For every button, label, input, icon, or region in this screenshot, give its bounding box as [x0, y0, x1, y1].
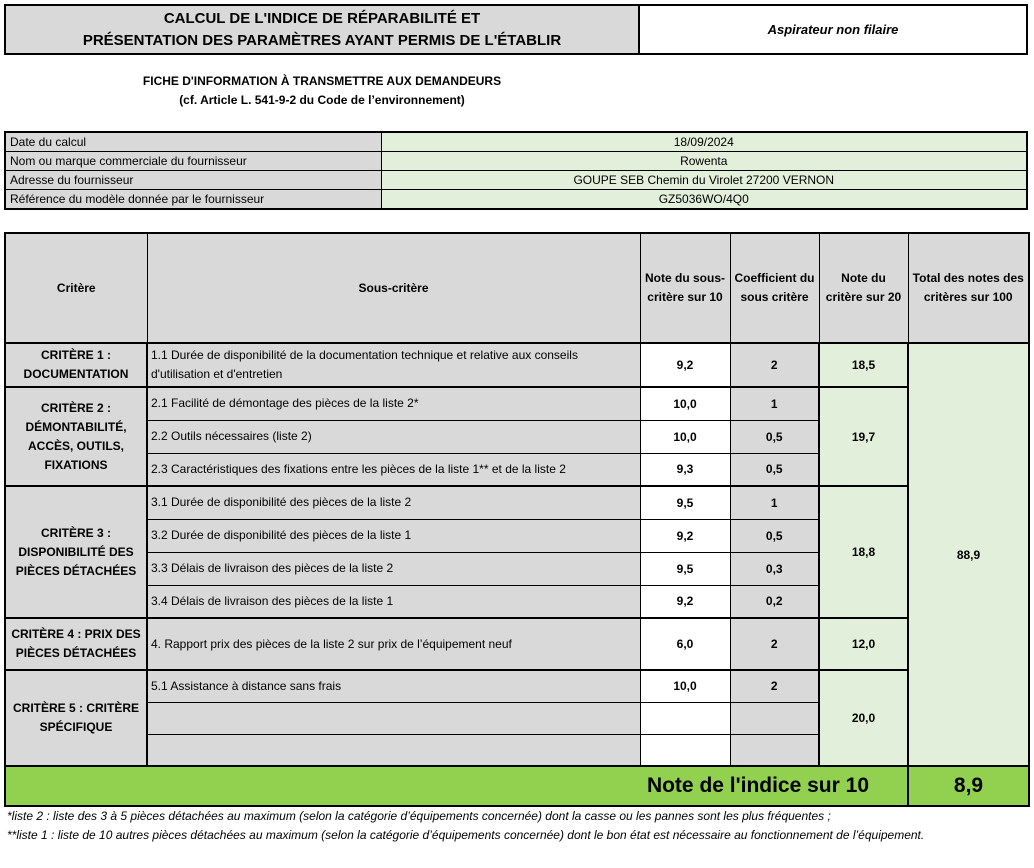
- table-row: [5, 343, 1029, 387]
- criterion-2-name: CRITÈRE 2 : DÉMONTABILITÉ, ACCÈS, OUTILS, FIXATIONS: [5, 387, 147, 486]
- table-header-row: [5, 233, 1029, 343]
- header-coefficient: Coefficient du sous critère: [730, 233, 819, 343]
- subcriterion-note: 10,0: [640, 387, 730, 420]
- subcriterion-label: 3.2 Durée de disponibilité des pièces de la liste 1: [147, 519, 640, 552]
- info-label: Date du calcul: [5, 132, 381, 152]
- criterion-1-name: CRITÈRE 1 : DOCUMENTATION: [5, 343, 147, 387]
- subcriterion-coef: 1: [730, 486, 819, 519]
- table-row: [5, 486, 1029, 519]
- subcriterion-note: 10,0: [640, 670, 730, 702]
- total-score-100: 88,9: [908, 343, 1029, 766]
- table-row: [5, 618, 1029, 670]
- criterion-5-name: CRITÈRE 5 : CRITÈRE SPÉCIFIQUE: [5, 670, 147, 766]
- info-label: Nom ou marque commerciale du fournisseur: [5, 152, 381, 171]
- info-row: [5, 171, 1027, 190]
- criterion-2-score: 19,7: [819, 387, 908, 486]
- info-value: GZ5036WO/4Q0: [381, 190, 1027, 210]
- info-value: 18/09/2024: [381, 132, 1027, 152]
- subcriterion-label: 2.1 Facilité de démontage des pièces de la liste 2*: [147, 387, 640, 420]
- info-label: Référence du modèle donnée par le fournisseur: [5, 190, 381, 210]
- subcriterion-note: 9,5: [640, 486, 730, 519]
- subcriterion-label: 3.3 Délais de livraison des pièces de la liste 2: [147, 552, 640, 585]
- fiche-line-2: (cf. Article L. 541-9-2 du Code de l’environnement): [179, 93, 465, 107]
- footnote-liste-1: **liste 1 : liste de 10 autres pièces détachées au maximum (selon la catégorie d’équipements concernée) dont le bon état est nécessaire au fonctionnement de l’équipement.: [7, 828, 925, 842]
- subcriterion-coef: 0,3: [730, 552, 819, 585]
- subcriterion-note: [640, 702, 730, 734]
- header-critere: Critère: [5, 233, 147, 343]
- supplier-info-table: [4, 131, 1028, 210]
- subcriterion-coef: 0,2: [730, 585, 819, 618]
- subcriterion-label: 1.1 Durée de disponibilité de la documentation technique et relative aux conseils d'utilisation et d'entretien: [147, 343, 640, 387]
- subcriterion-label: 3.4 Délais de livraison des pièces de la liste 1: [147, 585, 640, 618]
- info-label: Adresse du fournisseur: [5, 171, 381, 190]
- info-row: [5, 190, 1027, 210]
- subcriterion-label: 2.2 Outils nécessaires (liste 2): [147, 420, 640, 453]
- fiche-heading: [4, 72, 640, 110]
- info-row: [5, 152, 1027, 171]
- subcriterion-coef: 1: [730, 387, 819, 420]
- subcriterion-coef: 2: [730, 670, 819, 702]
- criterion-4-name: CRITÈRE 4 : PRIX DES PIÈCES DÉTACHÉES: [5, 618, 147, 670]
- subcriterion-label: 4. Rapport prix des pièces de la liste 2 sur prix de l’équipement neuf: [147, 618, 640, 670]
- subcriterion-note: 9,2: [640, 585, 730, 618]
- criterion-3-name: CRITÈRE 3 : DISPONIBILITÉ DES PIÈCES DÉTACHÉES: [5, 486, 147, 618]
- header-sous-critere: Sous-critère: [147, 233, 640, 343]
- repairability-table: [4, 232, 1030, 807]
- subcriterion-label: 5.1 Assistance à distance sans frais: [147, 670, 640, 702]
- subcriterion-label: [147, 734, 640, 766]
- table-row: [5, 387, 1029, 420]
- criterion-1-score: 18,5: [819, 343, 908, 387]
- subcriterion-note: [640, 734, 730, 766]
- final-score-value: 8,9: [908, 766, 1029, 806]
- info-row: [5, 132, 1027, 152]
- title-line-1: CALCUL DE L'INDICE DE RÉPARABILITÉ ET: [163, 9, 481, 27]
- subcriterion-coef: [730, 734, 819, 766]
- subcriterion-coef: [730, 702, 819, 734]
- criterion-5-score: 20,0: [819, 670, 908, 766]
- info-value: GOUPE SEB Chemin du Virolet 27200 VERNON: [381, 171, 1027, 190]
- subcriterion-note: 10,0: [640, 420, 730, 453]
- subcriterion-label: 3.1 Durée de disponibilité des pièces de la liste 2: [147, 486, 640, 519]
- header-total: Total des notes des critères sur 100: [908, 233, 1029, 343]
- subcriterion-coef: 2: [730, 618, 819, 670]
- subcriterion-note: 9,3: [640, 453, 730, 486]
- subcriterion-coef: 0,5: [730, 519, 819, 552]
- subcriterion-coef: 2: [730, 343, 819, 387]
- subcriterion-note: 9,2: [640, 519, 730, 552]
- header-note-critere: Note du critère sur 20: [819, 233, 908, 343]
- subcriterion-label: 2.3 Caractéristiques des fixations entre les pièces de la liste 1** et de la liste 2: [147, 453, 640, 486]
- footnotes: [7, 807, 1025, 845]
- subcriterion-note: 6,0: [640, 618, 730, 670]
- table-row: [5, 670, 1029, 702]
- footnote-liste-2: *liste 2 : liste des 3 à 5 pièces détachées au maximum (selon la catégorie d’équipements concernée) dont la casse ou les pannes sont les plus fréquentes ;: [7, 809, 831, 823]
- subcriterion-note: 9,2: [640, 343, 730, 387]
- document-title: [4, 4, 640, 55]
- product-type: Aspirateur non filaire: [638, 4, 1028, 55]
- criterion-3-score: 18,8: [819, 486, 908, 618]
- fiche-line-1: FICHE D'INFORMATION À TRANSMETTRE AUX DEMANDEURS: [142, 74, 502, 88]
- criterion-4-score: 12,0: [819, 618, 908, 670]
- title-line-2: PRÉSENTATION DES PARAMÈTRES AYANT PERMIS DE L'ÉTABLIR: [82, 31, 562, 49]
- final-score-label: Note de l'indice sur 10: [5, 766, 908, 806]
- header-note-sous-critere: Note du sous-critère sur 10: [640, 233, 730, 343]
- final-score-row: [5, 766, 1029, 806]
- subcriterion-note: 9,5: [640, 552, 730, 585]
- subcriterion-coef: 0,5: [730, 420, 819, 453]
- subcriterion-coef: 0,5: [730, 453, 819, 486]
- subcriterion-label: [147, 702, 640, 734]
- info-value: Rowenta: [381, 152, 1027, 171]
